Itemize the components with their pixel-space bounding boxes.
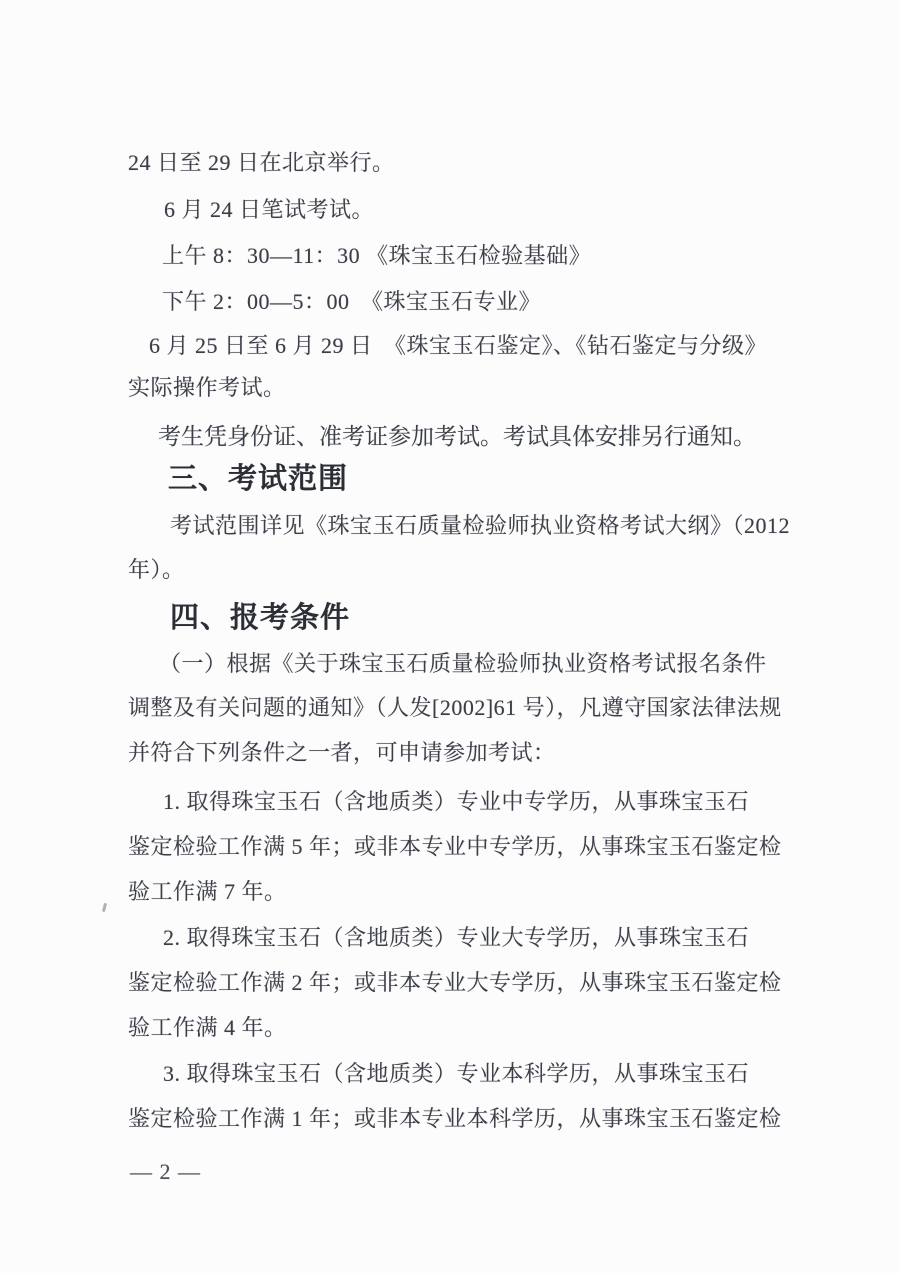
body-line-morning-session: 上午 8：30—11：30 《珠宝玉石检验基础》	[162, 243, 592, 268]
body-line-afternoon-session: 下午 2：00—5：00 《珠宝玉石专业》	[162, 289, 542, 314]
body-line-condition-1: 1. 取得珠宝玉石（含地质类）专业中专学历，从事珠宝玉石	[163, 789, 750, 814]
section-heading-exam-scope: 三、考试范围	[168, 463, 349, 495]
body-line-condition-3-cont: 鉴定检验工作满 1 年；或非本专业本科学历，从事珠宝玉石鉴定检	[128, 1106, 782, 1131]
body-line-exam-scope-ref: 考试范围详见《珠宝玉石质量检验师执业资格考试大纲》（2012	[170, 513, 791, 538]
note-line-id-requirement: 考生凭身份证、准考证参加考试。考试具体安排另行通知。	[158, 424, 756, 449]
body-line-requirement-intro-3: 并符合下列条件之一者，可申请参加考试：	[128, 740, 556, 765]
body-line-continuation: 24 日至 29 日在北京举行。	[128, 150, 395, 175]
body-line-condition-3: 3. 取得珠宝玉石（含地质类）专业本科学历，从事珠宝玉石	[163, 1061, 750, 1086]
body-line-condition-2: 2. 取得珠宝玉石（含地质类）专业大专学历，从事珠宝玉石	[163, 925, 750, 950]
body-line-exam-scope-cont: 年）。	[128, 557, 185, 582]
body-line-requirement-intro: （一）根据《关于珠宝玉石质量检验师执业资格考试报名条件	[159, 651, 767, 676]
body-line-condition-1-end: 验工作满 7 年。	[128, 879, 287, 904]
section-heading-application-requirements: 四、报考条件	[170, 602, 351, 634]
body-line-practical-exam-dates: 6 月 25 日至 6 月 29 日 《珠宝玉石鉴定》、《钻石鉴定与分级》	[149, 333, 768, 358]
body-line-written-exam-date: 6 月 24 日笔试考试。	[164, 197, 375, 222]
body-line-practical-exam-cont: 实际操作考试。	[128, 375, 286, 400]
scan-artifact-speck	[102, 903, 107, 912]
body-line-condition-1-cont: 鉴定检验工作满 5 年；或非本专业中专学历，从事珠宝玉石鉴定检	[128, 834, 782, 859]
body-line-condition-2-end: 验工作满 4 年。	[128, 1015, 287, 1040]
body-line-condition-2-cont: 鉴定检验工作满 2 年；或非本专业大专学历，从事珠宝玉石鉴定检	[128, 970, 782, 995]
body-line-requirement-intro-2: 调整及有关问题的通知》（人发[2002]61 号），凡遵守国家法律法规	[128, 695, 782, 720]
page-number: — 2 —	[130, 1159, 201, 1184]
